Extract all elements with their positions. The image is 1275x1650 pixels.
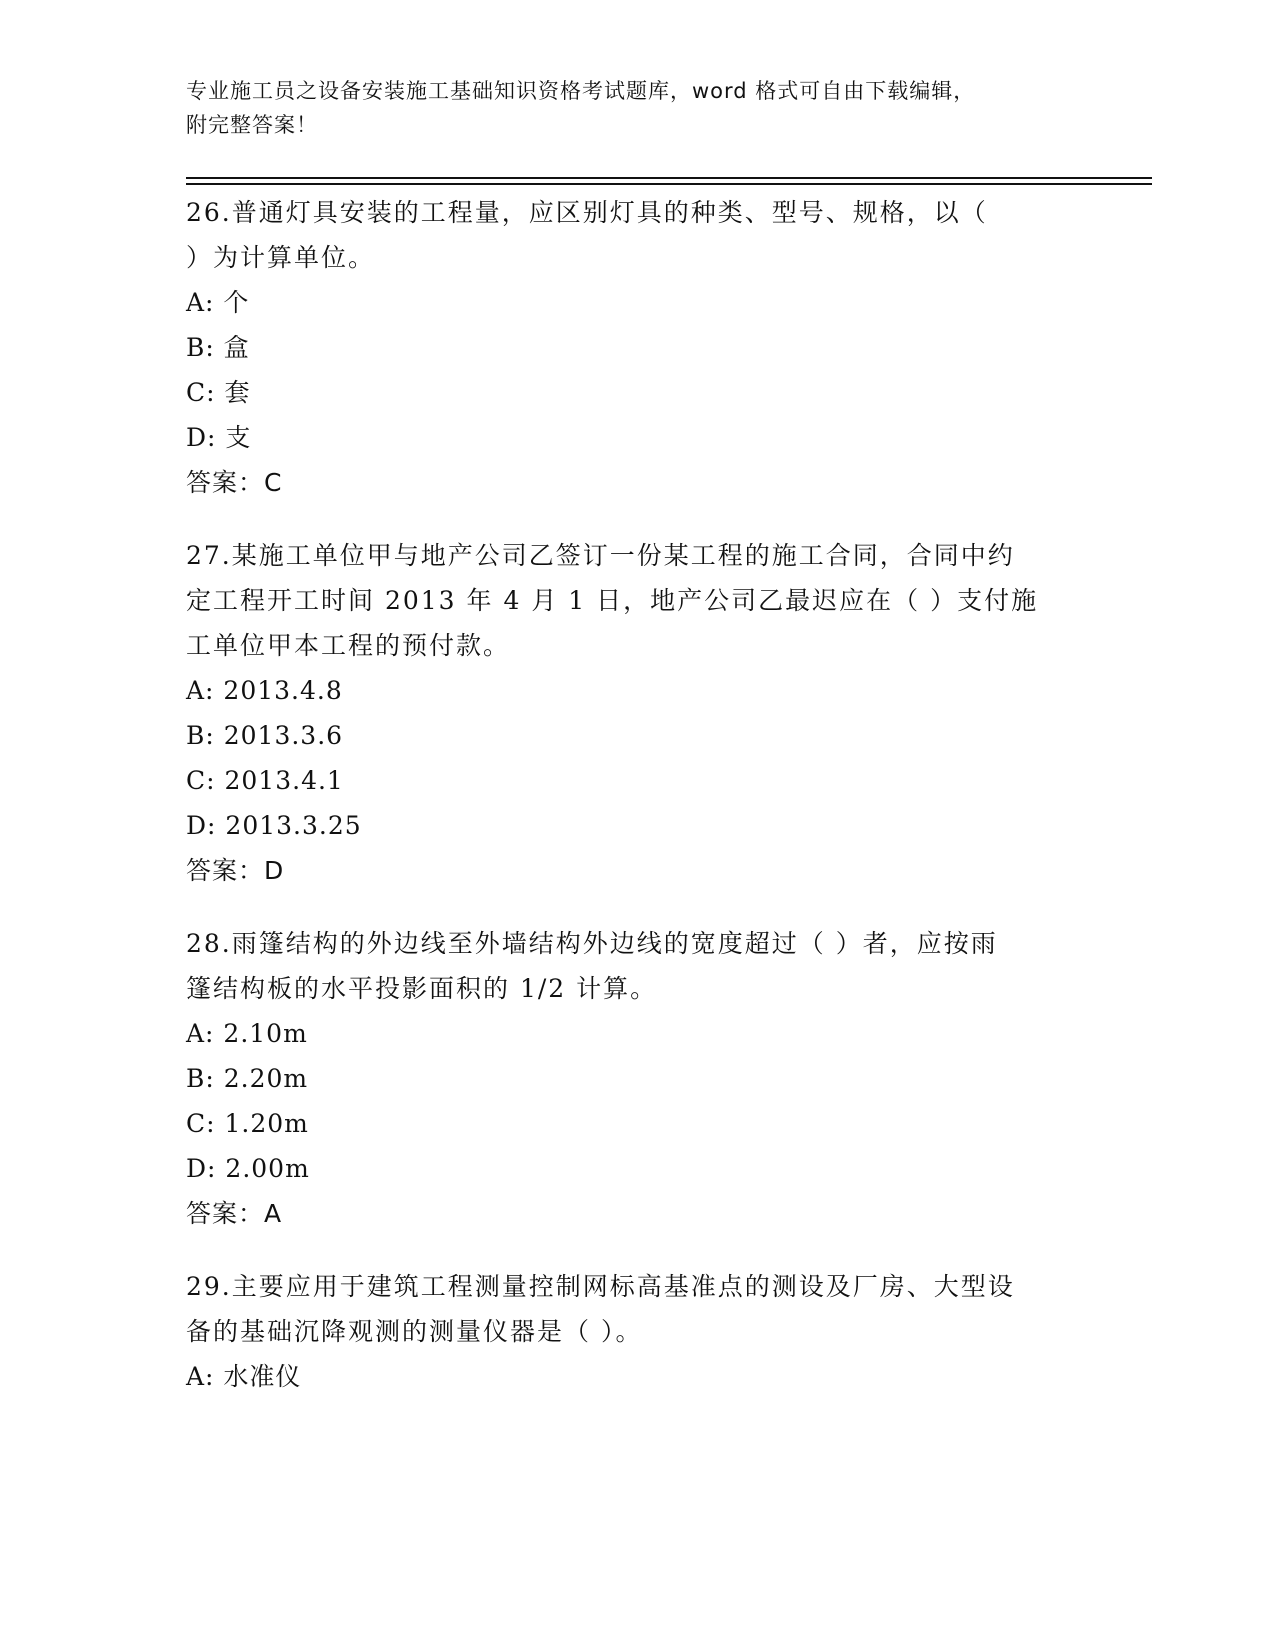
header-line: 专业施工员之设备安装施工基础知识资格考试题库，word 格式可自由下载编辑， bbox=[186, 79, 976, 103]
question-stem: 27.某施工单位甲与地产公司乙签订一份某工程的施工合同，合同中约 bbox=[186, 541, 1015, 570]
answer-line: 答案：D bbox=[186, 856, 285, 885]
document-header bbox=[186, 74, 1086, 142]
question-28 bbox=[186, 921, 1086, 1236]
option-c: C: 套 bbox=[186, 378, 251, 407]
question-27 bbox=[186, 533, 1086, 893]
option-c: C: 2013.4.1 bbox=[186, 766, 344, 795]
option-c: C: 1.20m bbox=[186, 1109, 309, 1138]
answer-line: 答案：A bbox=[186, 1199, 283, 1228]
option-a: A: 2.10m bbox=[186, 1019, 308, 1048]
question-stem: 28.雨篷结构的外边线至外墙结构外边线的宽度超过（ ）者，应按雨 bbox=[186, 929, 998, 958]
header-divider bbox=[186, 177, 1152, 179]
question-stem: 工单位甲本工程的预付款。 bbox=[186, 631, 511, 660]
option-a: A: 2013.4.8 bbox=[186, 676, 343, 705]
header-divider bbox=[186, 183, 1152, 185]
header-line: 附完整答案！ bbox=[186, 113, 318, 137]
question-list bbox=[186, 190, 1086, 1427]
option-a: A: 水准仪 bbox=[186, 1362, 302, 1391]
option-d: D: 支 bbox=[186, 423, 252, 452]
question-stem: 定工程开工时间 2013 年 4 月 1 日，地产公司乙最迟应在（ ）支付施 bbox=[186, 586, 1039, 615]
question-stem: 29.主要应用于建筑工程测量控制网标高基准点的测设及厂房、大型设 bbox=[186, 1272, 1015, 1301]
option-d: D: 2013.3.25 bbox=[186, 811, 362, 840]
option-b: B: 盒 bbox=[186, 333, 250, 362]
question-stem: 篷结构板的水平投影面积的 1/2 计算。 bbox=[186, 974, 658, 1003]
answer-line: 答案：C bbox=[186, 468, 283, 497]
option-a: A: 个 bbox=[186, 288, 250, 317]
question-stem: 26.普通灯具安装的工程量，应区别灯具的种类、型号、规格，以（ bbox=[186, 198, 988, 227]
option-b: B: 2013.3.6 bbox=[186, 721, 344, 750]
option-b: B: 2.20m bbox=[186, 1064, 309, 1093]
question-29 bbox=[186, 1264, 1086, 1399]
question-26 bbox=[186, 190, 1086, 505]
option-d: D: 2.00m bbox=[186, 1154, 310, 1183]
question-stem: ）为计算单位。 bbox=[186, 243, 376, 272]
question-stem: 备的基础沉降观测的测量仪器是（ ）。 bbox=[186, 1317, 643, 1346]
